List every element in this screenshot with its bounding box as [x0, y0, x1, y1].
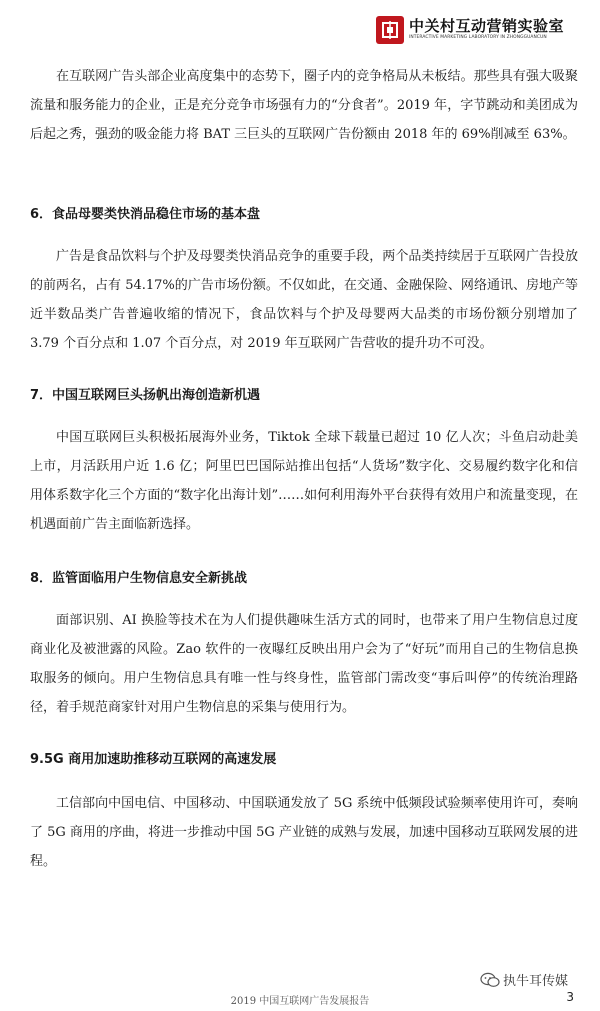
wechat-icon — [480, 972, 500, 988]
wechat-watermark — [480, 970, 568, 989]
intro-paragraph: 在互联网广告头部企业高度集中的态势下，圈子内的竞争格局从未板结。那些具有强大吸聚流量和服务能力的企业，正是充分竞争市场强有力的“分食者”。2019 年，字节跳动和美团成为后起之秀，强劲的吸金能力将 BAT 三巨头的互联网广告份额由 2018 年的 69%削减至 63%。 — [30, 69, 578, 142]
lab-logo-icon — [376, 16, 404, 44]
lab-name: 中关村互动营销实验室 — [409, 17, 565, 35]
section-7-paragraph: 中国互联网巨头积极拓展海外业务，Tiktok 全球下载量已超过 10 亿人次；斗鱼启动赴美上市，月活跃用户近 1.6 亿；阿里巴巴国际站推出包括“人货场”数字化、交易履约数字化和信用体系数字化三个方面的“数字化出海计划”……如何利用海外平台获得有效用户和流量变现，在机遇面前广告主面临新选择。 — [30, 430, 578, 532]
section-6-heading: 6．食品母婴类快消品稳住市场的基本盘 — [30, 207, 261, 222]
page-number: 3 — [566, 990, 574, 1004]
report-header — [376, 14, 576, 46]
section-9-heading: 9.5G 商用加速助推移动互联网的高速发展 — [30, 752, 277, 767]
logo-mark-icon — [381, 21, 399, 39]
report-title-footer: 2019 中国互联网广告发展报告 — [230, 996, 370, 1007]
section-9-paragraph: 工信部向中国电信、中国移动、中国联通发放了 5G 系统中低频段试验频率使用许可，奏响了 5G 商用的序曲，将进一步推动中国 5G 产业链的成熟与发展，加速中国移动互联网发展的进程。 — [30, 796, 578, 869]
section-6-paragraph: 广告是食品饮料与个护及母婴类快消品竞争的重要手段，两个品类持续居于互联网广告投放的前两名，占有 54.17%的广告市场份额。不仅如此，在交通、金融保险、网络通讯、房地产等近半数品类广告普遍收缩的情况下，食品饮料与个护及母婴两大品类的市场份额分别增加了 3.79 个百分点和 1.07 个百分点，对 2019 年互联网广告营收的提升功不可没。 — [30, 249, 578, 351]
section-7-heading: 7．中国互联网巨头扬帆出海创造新机遇 — [30, 388, 261, 403]
section-8-paragraph: 面部识别、AI 换脸等技术在为人们提供趣味生活方式的同时，也带来了用户生物信息过度商业化及被泄露的风险。Zao 软件的一夜曝红反映出用户会为了“好玩”而用自己的生物信息换取服务的倾向。用户生物信息具有唯一性与终身性，监管部门需改变“事后叫停”的传统治理路径，着手规范商家针对用户生物信息的采集与使用行为。 — [30, 613, 578, 715]
lab-name-english: INTERACTIVE MARKETING LABORATORY IN ZHONGGUANCUN — [409, 35, 547, 40]
section-8-heading: 8．监管面临用户生物信息安全新挑战 — [30, 571, 248, 586]
watermark-text: 执牛耳传媒 — [503, 974, 569, 989]
